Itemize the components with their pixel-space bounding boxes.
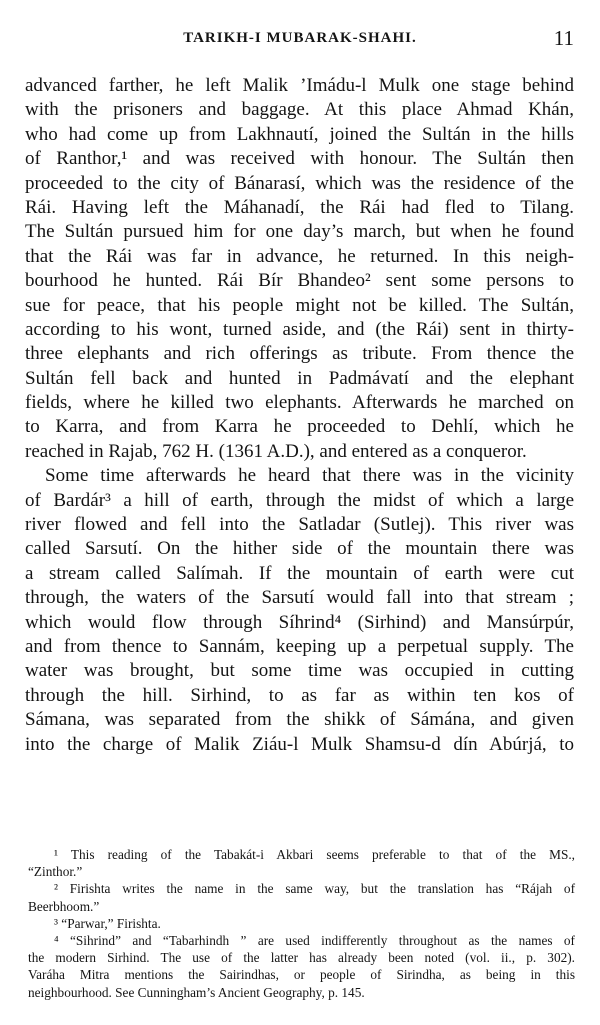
text-line: who had come up from Lakhnautí, joined the Sultán in the hills [25, 123, 574, 145]
text-line: reached in Rajab, 762 H. (1361 A.D.), and entered as a conqueror. [25, 440, 527, 462]
text-line: bourhood he hunted. Rái Bír Bhandeo² sent some persons to [25, 270, 574, 292]
text-line: which would flow through Síhrind⁴ (Sirhind) and Mansúrpúr, [25, 611, 574, 633]
text-line: a stream called Salímah. If the mountain of earth were cut [25, 562, 574, 584]
footnote-line: ¹ This reading of the Tabakát-i Akbari seems preferable to that of the MS., [54, 847, 575, 862]
footnote-line: the modern Sirhind. The use of the latter has already been noted (vol. ii., p. 302). [28, 950, 575, 966]
text-line: through, the waters of the Sarsutí would fall into that stream ; [25, 587, 574, 609]
running-head [0, 26, 600, 56]
text-line: of Ranthor,¹ and was received with honour. The Sultán then [25, 148, 574, 170]
text-line: called Sarsutí. On the hither side of the mountain there was [25, 538, 574, 560]
text-line: through the hill. Sirhind, to as far as within ten kos of [25, 684, 574, 706]
text-line: Sámana, was separated from the shikk of Sámána, and given [25, 709, 574, 731]
text-line: of Bardár³ a hill of earth, through the midst of which a large [25, 489, 574, 511]
footnote-line: ² Firishta writes the name in the same way, but the translation has “Rájah of [54, 881, 575, 897]
running-title: TARIKH-I MUBARAK-SHAHI. [183, 30, 417, 46]
text-line: to Karra, and from Karra he proceeded to Dehlí, which he [25, 416, 574, 438]
text-line: Some time afterwards he heard that there was in the vicinity [45, 465, 574, 487]
page-number: 11 [553, 26, 574, 50]
footnote-line: “Zinthor.” [28, 864, 83, 880]
text-line: sue for peace, that his people might not be killed. The Sultán, [25, 294, 574, 316]
text-line: river flowed and fell into the Satladar (Sutlej). This river was [25, 514, 574, 536]
text-line: Sultán fell back and hunted in Padmávatí and the elephant [25, 367, 574, 389]
text-line: according to his wont, turned aside, and (the Rái) sent in thirty- [25, 318, 574, 340]
footnote-line: neighbourhood. See Cunningham’s Ancient Geography, p. 145. [28, 984, 365, 1000]
text-line: advanced farther, he left Malik ’Imádu-l Mulk one stage behind [25, 75, 574, 96]
footnote-line: Varáha Mitra mentions the Sairindhas, or people of Sirindha, as being in this [28, 967, 575, 983]
text-line: and from thence to Sannám, keeping up a perpetual supply. The [25, 635, 574, 657]
text-line: three elephants and rich offerings as tribute. From thence the [25, 343, 574, 365]
body-text [25, 74, 574, 757]
text-line: with the prisoners and baggage. At this place Ahmad Khán, [25, 99, 574, 121]
footnote-line: ⁴ “Sihrind” and “Tabarhindh ” are used indifferently throughout as the names of [54, 932, 575, 948]
text-line: water was brought, but some time was occupied in cutting [25, 660, 574, 682]
footnote-line: ³ “Parwar,” Firishta. [54, 915, 161, 931]
text-line: that the Rái was far in advance, he returned. In this neigh- [25, 245, 574, 267]
text-line: Rái. Having left the Máhanadí, the Rái had fled to Tilang. [25, 196, 574, 218]
footnote-line: Beerbhoom.” [28, 898, 100, 914]
text-line: into the charge of Malik Ziáu-l Mulk Shamsu-d dín Abúrjá, to [25, 733, 574, 755]
text-line: The Sultán pursued him for one day’s march, but when he found [25, 221, 574, 243]
text-line: proceeded to the city of Bánarasí, which was the residence of the [25, 172, 574, 194]
footnotes [28, 846, 575, 1001]
text-line: fields, where he killed two elephants. Afterwards he marched on [25, 392, 574, 414]
